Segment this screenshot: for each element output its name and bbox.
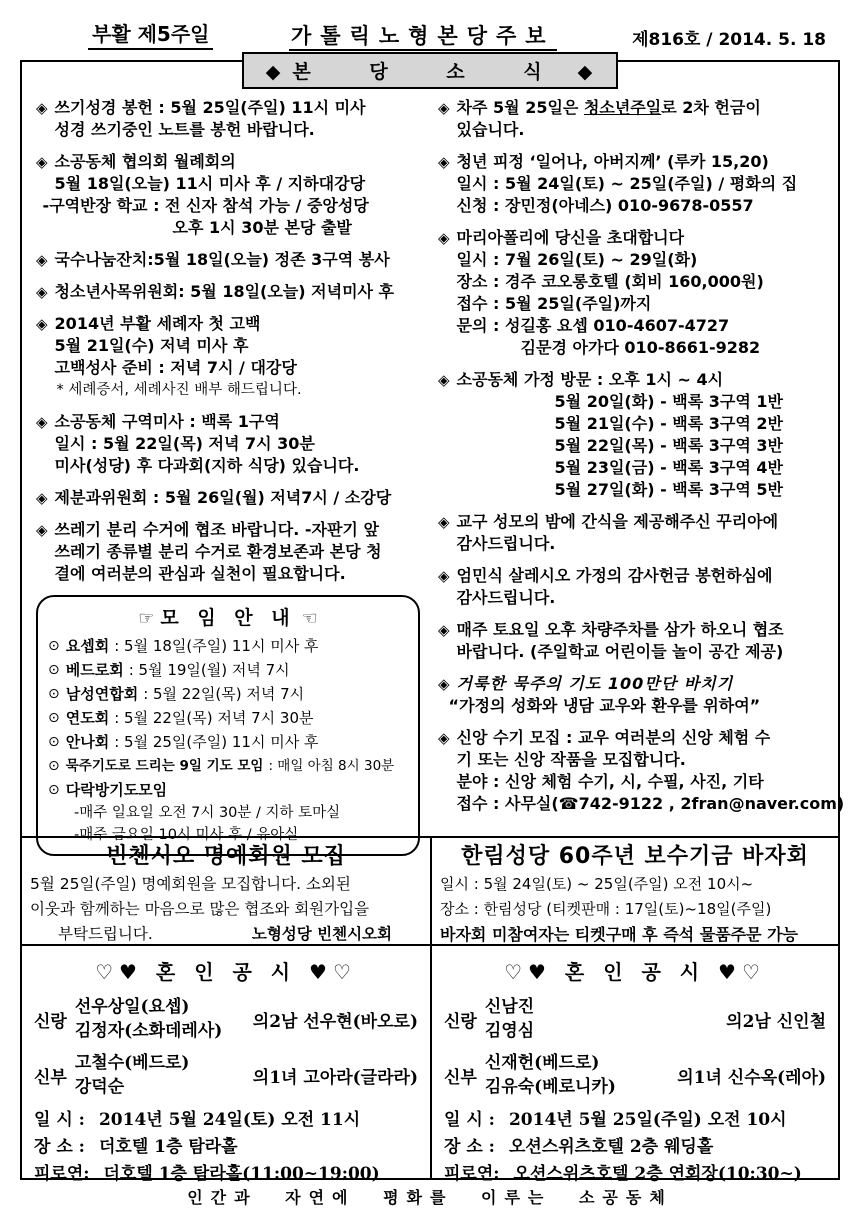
notice-line: 5월 18일(오늘) 11시 미사 후 / 지하대강당 [54,174,366,193]
notice-item-subcommittee [36,487,426,509]
circle-bullet-icon: ⊙ [48,734,60,750]
meeting-detail: : 매일 아침 8시 30분 [268,758,395,774]
section-banner-title: 본 당 소 식 [292,61,568,83]
underlined-text: 청소년주일 [583,98,662,117]
diamond-bullet-icon: ◈ [36,153,48,171]
notice-line: 5월 21일(수) - 백록 3구역 2반 [554,414,783,433]
vincent-body-line: 부탁드립니다. [58,925,153,943]
notice-line: 쓰기성경 봉헌 : 5월 25일(주일) 11시 미사 [54,98,366,117]
detail-value: 오션스위츠호텔 2층 웨딩홀 [508,1137,714,1157]
notice-line: 5월 22일(목) - 백록 3구역 3반 [554,436,783,455]
diamond-bullet-icon: ◈ [36,489,48,507]
pointing-hand-left-icon: ☜ [301,608,318,629]
wedding-title [444,956,826,985]
wedding-title-text: 혼 인 공 시 [564,960,706,984]
groom-parent: 선우상일(요셉) [74,997,190,1017]
page-title: 가톨릭노형본당주보 [289,24,557,51]
bride-label: 신부 [444,1067,477,1088]
notice-item-curia-thanks [438,511,828,555]
notice-item-youth-committee [36,281,426,303]
meeting-detail: : 5월 22일(목) 저녁 7시 [143,685,305,703]
meeting-row-joseph [48,634,408,658]
meeting-row-anna [48,730,408,754]
bride-parent: 신재헌(베드로) [484,1053,600,1073]
notice-item-noodle-sharing [36,249,426,271]
meeting-guide-box [36,595,420,856]
diamond-bullet-icon: ◈ [438,729,450,747]
wedding-place [444,1134,826,1161]
hearts-right-icon: ♥♡ [718,960,766,984]
notice-line: 오후 1시 30분 본당 출발 [172,218,352,237]
bride-parent: 강덕순 [74,1077,125,1097]
circle-bullet-icon: ⊙ [48,686,60,702]
circle-bullet-icon: ⊙ [48,710,60,726]
diamond-bullet-icon: ◈ [36,99,48,117]
hallim-body-line: 장소 : 한림성당 (티켓판매 : 17일(토)~18일(주일) [440,900,772,918]
notice-text: 차주 5월 25일은 [456,98,584,117]
notice-line: 결에 여러분의 관심과 실천이 필요합니다. [54,564,346,583]
notice-text: 로 2차 헌금이 [661,98,761,117]
notice-line: 교구 성모의 밤에 간식을 제공해주신 꾸리아에 [456,512,779,531]
groom-parent: 신남진 [484,997,535,1017]
notice-item-offering-thanks [438,565,828,609]
header [20,0,840,50]
notice-line: 김문경 아가다 010-8661-9282 [520,338,761,357]
groom-label: 신랑 [34,1011,67,1032]
notice-footnote: * 세례증서, 세례사진 배부 해드립니다. [56,382,302,398]
detail-value: 2014년 5월 25일(주일) 오전 10시 [508,1110,787,1130]
diamond-bullet-icon: ◈ [36,315,48,333]
wedding-box-left [22,946,430,1184]
notice-line: 일시 : 5월 22일(목) 저녁 7시 30분 [54,434,315,453]
bride-person: 의1녀 고아라(글라라) [252,1067,418,1088]
issue-number: 제816호 / 2014. 5. 18 [632,30,826,50]
notice-line: “가정의 성화와 냉담 교우와 환우를 위하여” [448,696,761,715]
notice-line: 거룩한 묵주의 기도 100만단 바치기 [456,674,734,693]
left-column [28,91,430,843]
notice-item-first-confession [36,313,426,401]
diamond-bullet-icon: ◈ [438,513,450,531]
wedding-reception [34,1161,418,1188]
notice-line: 미사(성당) 후 다과회(지하 식당) 있습니다. [54,456,360,475]
notice-line: 신앙 수기 모집 : 교우 여러분의 신앙 체험 수 [456,728,771,747]
meeting-name: 연도회 [65,709,110,727]
meeting-sub-line: -매주 금요일 10시 미사 후 / 유아실 [74,827,299,843]
diamond-bullet-icon: ◈ [36,251,48,269]
two-column-layout [28,91,845,843]
notice-line: 소공동체 협의회 월례회의 [54,152,236,171]
meeting-name: 다락방기도모임 [65,781,168,799]
detail-label: 피로연: [34,1164,90,1184]
meeting-name: 묵주기도로 드리는 9일 기도 모임 [65,758,264,774]
page-title-wrap [213,20,632,50]
hallim-bold-line: 바자회 미참여자는 티켓구매 후 즉석 물품주문 가능 [440,925,798,944]
notice-item-youth-retreat [438,151,828,217]
wedding-datetime [34,1107,418,1134]
notice-line: 5월 20일(화) - 백록 3구역 1반 [554,392,783,411]
detail-label: 장 소 : [34,1137,85,1157]
hallim-title: 한림성당 60주년 보수기금 바자회 [461,844,809,869]
notice-line: 있습니다. [456,120,525,139]
meeting-row-mens-association [48,682,408,706]
vincent-title: 빈첸시오 명예회원 모집 [106,844,346,869]
meeting-row-upper-room-prayer [48,778,408,802]
wedding-row [20,944,840,1184]
vincent-body-line: 5월 25일(주일) 명예회원을 모집합니다. 소외된 [30,875,351,893]
notice-line: 기 또는 신앙 작품을 모집합니다. [456,750,686,769]
notice-line: 성경 쓰기중인 노트를 봉헌 바랍니다. [54,120,315,139]
notice-line: 매주 토요일 오후 차량주차를 삼가 하오니 협조 [456,620,784,639]
diamond-bullet-icon: ◈ [438,567,450,585]
detail-label: 장 소 : [444,1137,495,1157]
notice-line: 소공동체 구역미사 : 백록 1구역 [54,412,280,431]
diamond-right-icon: ◆ [577,61,595,83]
wedding-datetime [444,1107,826,1134]
notice-line: 장소 : 경주 코오롱호텔 (회비 160,000원) [456,272,764,291]
detail-value: 더호텔 1층 탐라홀(11:00~19:00) [103,1164,380,1184]
bride-row [34,1051,418,1099]
diamond-bullet-icon: ◈ [36,283,48,301]
notice-line: 제분과위원회 : 5월 26일(월) 저녁7시 / 소강당 [54,488,392,507]
notice-item-district-mass [36,411,426,477]
meeting-row-peter [48,658,408,682]
notice-line: 청소년사목위원회: 5월 18일(오늘) 저녁미사 후 [54,282,395,301]
notice-item-trash-separation [36,519,426,585]
diamond-bullet-icon: ◈ [36,521,48,539]
notice-line: 마리아폴리에 당신을 초대합니다 [456,228,685,247]
notice-item-bible-writing [36,97,426,141]
meeting-detail: : 5월 25일(주일) 11시 미사 후 [114,733,319,751]
notice-line: 접수 : 5월 25일(주일)까지 [456,294,652,313]
hearts-left-icon: ♡♥ [504,960,552,984]
groom-row [444,995,826,1043]
notice-item-parking [438,619,828,663]
circle-bullet-icon: ⊙ [48,662,60,678]
diamond-bullet-icon: ◈ [438,371,450,389]
bride-parent: 김유숙(베로니카) [484,1077,616,1097]
bride-person: 의1녀 신수옥(레아) [677,1067,826,1088]
meeting-guide-title-text: 모 임 안 내 [160,607,296,629]
notice-line: 2014년 부활 세례자 첫 고백 [54,314,261,333]
hearts-left-icon: ♡♥ [95,960,143,984]
groom-row [34,995,418,1043]
diamond-bullet-icon: ◈ [438,153,450,171]
bride-label: 신부 [34,1067,67,1088]
meeting-detail: : 5월 22일(목) 저녁 7시 30분 [114,709,314,727]
detail-label: 일 시 : [444,1110,495,1130]
notice-line: 5월 21일(수) 저녁 미사 후 [54,336,249,355]
notice-item-rosary-campaign [438,673,828,717]
wedding-box-right [430,946,838,1184]
notice-item-youth-sunday [438,97,828,141]
circle-bullet-icon: ⊙ [48,782,60,798]
groom-parent: 김영심 [484,1021,535,1041]
notice-item-mariapoli [438,227,828,359]
notice-line: 소공동체 가정 방문 : 오후 1시 ~ 4시 [456,370,724,389]
notice-line: 감사드립니다. [456,588,556,607]
diamond-bullet-icon: ◈ [438,229,450,247]
meeting-detail: : 5월 19일(월) 저녁 7시 [128,661,290,679]
section-banner [242,52,618,89]
diamond-bullet-icon: ◈ [36,413,48,431]
notice-line: 쓰레기 분리 수거에 협조 바랍니다. -자판기 앞 [54,520,379,539]
diamond-left-icon: ◆ [265,61,283,83]
detail-label: 피로연: [444,1164,500,1184]
notice-line [457,97,828,119]
meeting-name: 안나회 [65,733,110,751]
footer-slogan: 인간과 자연에 평화를 이루는 소공동체 [187,1188,673,1207]
circle-bullet-icon: ⊙ [48,758,60,774]
notice-line: 바랍니다. (주일학교 어린이들 놀이 공간 제공) [456,642,784,661]
parish-news-box [20,60,845,843]
meeting-row-rosary-novena [48,754,408,778]
vincent-signature: 노형성당 빈첸시오회 [251,925,392,943]
groom-label: 신랑 [444,1011,477,1032]
bride-row [444,1051,826,1099]
notice-line: 접수 : 사무실(☎742-9122 , 2fran@naver.com) [456,794,845,813]
wedding-title [34,956,418,985]
pointing-hand-right-icon: ☞ [138,608,155,629]
liturgical-day-title: 부활 제5주일 [88,18,213,50]
bride-parent: 고철수(베드로) [74,1053,190,1073]
notice-line: 감사드립니다. [456,534,556,553]
diamond-bullet-icon: ◈ [438,675,450,693]
notice-line: 5월 27일(화) - 백록 3구역 5반 [554,480,783,499]
groom-parent: 김정자(소화데레사) [74,1021,223,1041]
groom-person: 의2남 신인철 [726,1011,826,1032]
notice-line: 신청 : 장민정(아네스) 010-9678-0557 [456,196,754,215]
notice-line: 고백성사 준비 : 저녁 7시 / 대강당 [54,358,297,377]
groom-person: 의2남 선우현(바오로) [252,1011,418,1032]
meeting-name: 요셉회 [65,637,110,655]
notice-line: 청년 피정 ‘일어나, 아버지께’ (루카 15,20) [456,152,769,171]
right-column [430,91,845,833]
notice-line: 분야 : 신앙 체험 수기, 시, 수필, 사진, 기타 [456,772,764,791]
vincent-body-line: 이웃과 함께하는 마음으로 많은 협조와 회원가입을 [30,900,370,918]
notice-line: 문의 : 성길홍 요셉 010-4607-4727 [456,316,730,335]
notice-line: -구역반장 학교 : 전 신자 참석 가능 / 중앙성당 [42,196,369,215]
notice-line: 5월 23일(금) - 백록 3구역 4반 [554,458,783,477]
diamond-bullet-icon: ◈ [438,621,450,639]
detail-value: 2014년 5월 24일(토) 오전 11시 [98,1110,361,1130]
meeting-row-yeondo [48,706,408,730]
wedding-title-text: 혼 인 공 시 [155,960,297,984]
hallim-body-line: 일시 : 5월 24일(토) ~ 25일(주일) 오전 10시~ [440,875,754,893]
notice-line: 일시 : 7월 26일(토) ~ 29일(화) [456,250,698,269]
hallim-bazaar-box [430,838,838,944]
detail-value: 더호텔 1층 탐라홀 [98,1137,238,1157]
notice-line: 국수나눔잔치:5월 18일(오늘) 정존 3구역 봉사 [54,250,390,269]
meeting-name: 남성연합회 [65,685,139,703]
notice-line: 엄민식 살레시오 가정의 감사헌금 봉헌하심에 [456,566,773,585]
notice-item-faith-essay [438,727,845,815]
meeting-detail: : 5월 18일(주일) 11시 미사 후 [114,637,319,655]
detail-value: 오션스위츠호텔 2층 연회장(10:30~) [513,1164,802,1184]
notice-line: 일시 : 5월 24일(토) ~ 25일(주일) / 평화의 집 [456,174,798,193]
diamond-bullet-icon: ◈ [438,99,450,117]
hearts-right-icon: ♥♡ [309,960,357,984]
notice-line: 쓰레기 종류별 분리 수거로 환경보존과 본당 청 [54,542,382,561]
meeting-name: 베드로회 [65,661,124,679]
detail-label: 일 시 : [34,1110,85,1130]
circle-bullet-icon: ⊙ [48,638,60,654]
notice-item-small-community-meeting [36,151,426,239]
wedding-reception [444,1161,826,1188]
meeting-guide-title [48,603,408,630]
wedding-place [34,1134,418,1161]
meeting-sub-line: -매주 일요일 오전 7시 30분 / 지하 토마실 [74,805,341,821]
notice-item-home-visit [438,369,828,501]
